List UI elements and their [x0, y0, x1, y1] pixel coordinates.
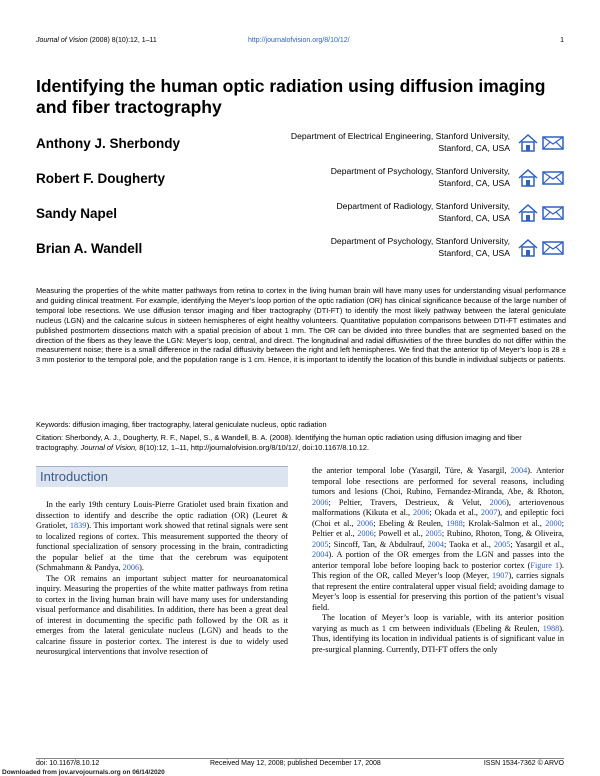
citation-link[interactable]: 2006	[356, 518, 374, 528]
body-column-right	[312, 466, 564, 655]
footer-dates: Received May 12, 2008; published December 17, 2008	[210, 760, 381, 767]
mail-icon[interactable]	[542, 241, 564, 255]
citation-link[interactable]: 2006	[312, 497, 329, 507]
footer-issn: ISSN 1534-7362 © ARVO	[483, 760, 564, 767]
citation-link[interactable]: 1988	[446, 518, 463, 528]
author-row	[36, 235, 566, 265]
page-number: 1	[560, 37, 564, 44]
home-icon[interactable]	[518, 134, 538, 152]
author-name: Sandy Napel	[36, 206, 118, 221]
citation-link[interactable]: 2006	[122, 563, 140, 572]
journal-citation: (2008) 8(10):12, 1–11	[87, 37, 157, 44]
citation-link[interactable]: 2007	[480, 508, 498, 517]
running-header	[36, 37, 157, 44]
journal-name: Journal of Vision	[36, 37, 88, 44]
citation-details: 8(10):12, 1–11, http://journalofvision.org/8/10/12/, doi:10.1167/8.10.12.	[137, 443, 370, 452]
affiliation-line: Department of Electrical Engineering, Stanford University,	[290, 131, 510, 141]
section-heading: Introduction	[40, 469, 108, 484]
body-paragraph: The OR remains an important subject matter for neuroanatomical inquiry. Measuring the properties of the white matter pathways from retina to cortex in the living human brain will have many uses for understanding visual performance and disabilities. In addition, there has been a great deal of interest in documenting the specific path followed by the OR as it emerges from the lateral geniculate nucleus (LGN) and heads to the calcarine fissure in posterior cortex. The interest is due to widely used neurosurgical interventions that involve resection of	[36, 573, 288, 656]
author-row	[36, 165, 566, 195]
citation-link[interactable]: 2006	[412, 508, 430, 517]
author-row	[36, 200, 566, 230]
affiliation-line: Department of Psychology, Stanford University,	[330, 236, 510, 246]
author-links	[518, 204, 566, 222]
author-affiliation	[190, 235, 510, 259]
citation-link[interactable]: 2006	[357, 529, 374, 538]
author-links	[518, 239, 566, 257]
affiliation-line: Stanford, CA, USA	[438, 143, 510, 153]
citation-text: Citation: Sherbondy, A. J., Dougherty, R. F., Napel, S., & Wandell, B. A. (2008). Identifying the human optic radiation using diffusion imaging and fiber tractography.	[36, 433, 522, 452]
author-name: Robert F. Dougherty	[36, 171, 166, 186]
author-links	[518, 169, 566, 187]
author-name: Brian A. Wandell	[36, 241, 143, 256]
footer-doi: doi: 10.1167/8.10.12	[36, 760, 100, 767]
author-affiliation	[190, 130, 510, 154]
author-affiliation	[190, 200, 510, 224]
citation	[36, 433, 566, 453]
affiliation-line: Stanford, CA, USA	[438, 248, 510, 258]
home-icon[interactable]	[518, 239, 538, 257]
download-watermark: Downloaded from jov.arvojournals.org on 06/14/2020	[2, 769, 165, 776]
body-paragraph: In the early 19th century Louis-Pierre Gratiolet used brain fixation and dissection to identify and describe the optic radiation (OR) (Leuret & Gratiolet, 1839). This important work showed that retinal signals were sent to localized regions of cortex. This measurement supported the theory of functional specialization of sensory processing in the brain, contradicting the popular belief at the time that the cerebrum was equipotent (Schmahmann & Pandya, 2006).	[36, 500, 288, 572]
citation-link[interactable]: 1988	[542, 623, 560, 633]
body-column-left	[36, 500, 288, 658]
citation-link[interactable]: 2005	[425, 529, 442, 538]
citation-link[interactable]: 2004	[510, 466, 528, 475]
section-heading-box	[36, 466, 288, 487]
citation-link[interactable]: 2004	[427, 539, 445, 549]
author-name: Anthony J. Sherbondy	[36, 136, 181, 151]
author-affiliation	[190, 165, 510, 189]
body-paragraph: The location of Meyer’s loop is variable, with its anterior position varying as much as 1 cm between individuals (Ebeling & Reulen, 1988). Thus, identifying its location in individual patients is of significant value in pre-surgical planning. Currently, DTI-FT offers the only	[312, 613, 564, 654]
abstract: Measuring the properties of the white matter pathways from retina to cortex in the living human brain will have many uses for understanding visual performance and guiding clinical treatment. For example, identifying the Meyer’s loop portion of the optic radiation (OR) has clinical significance because of the large number of temporal lobe resections. We use diffusion tensor imaging and fiber tractography (DTI-FT) to identify the most likely pathway between the lateral geniculate nucleus (LGN) and the calcarine sulcus in sixteen hemispheres of eight healthy volunteers. Quantitative population comparisons between DTI-FT estimates and published postmortem dissections match with a spatial precision of about 1 mm. The OR can be divided into three bundles that are segmented based on the direction of the fibers as they leave the LGN: Meyer’s loop, central, and direct. The longitudinal and radial diffusivities of the three bundles do not differ within the measurement noise; there is a small difference in the radial diffusivity between the right and left hemispheres. We find that the anterior tip of Meyer’s loop is 28 ± 3 mm posterior to the temporal pole, and the population range is 1 cm. Hence, it is important to identify the location of this bundle in individual subjects or patients.	[36, 286, 566, 365]
mail-icon[interactable]	[542, 136, 564, 150]
citation-link[interactable]: 2004	[312, 550, 329, 559]
citation-link[interactable]: 2005	[312, 539, 329, 549]
author-links	[518, 134, 566, 152]
affiliation-line: Department of Psychology, Stanford University,	[330, 166, 510, 176]
citation-link[interactable]: 1839	[69, 521, 87, 530]
home-icon[interactable]	[518, 204, 538, 222]
citation-journal: Journal of Vision,	[80, 443, 138, 452]
mail-icon[interactable]	[542, 206, 564, 220]
citation-link[interactable]: 2005	[493, 539, 511, 549]
affiliation-line: Stanford, CA, USA	[438, 213, 510, 223]
home-icon[interactable]	[518, 169, 538, 187]
affiliation-line: Stanford, CA, USA	[438, 178, 510, 188]
citation-link[interactable]: 1907	[491, 571, 509, 580]
affiliation-line: Department of Radiology, Stanford University,	[336, 201, 510, 211]
author-row	[36, 130, 566, 160]
footer-divider	[36, 758, 564, 759]
keywords: Keywords: diffusion imaging, fiber tractography, lateral geniculate nucleus, optic radiation	[36, 420, 327, 429]
citation-link[interactable]: 2000	[545, 518, 562, 528]
body-paragraph: the anterior temporal lobe (Yasargil, Türe, & Yasargil, 2004). Anterior temporal lobe resections are performed for several reasons, including tumors and lesions (Choi, Rubino, Fernandez-Miranda, Abe, & Rhoton, 2006; Peltier, Travers, Destrieux, & Velut, 2006), arteriovenous malformations (Kikuta et al., 2006; Okada et al., 2007), and epileptic foci (Choi et al., 2006; Ebeling & Reulen, 1988; Krolak-Salmon et al., 2000; Peltier et al., 2006; Powell et al., 2005; Rubino, Rhoton, Tong, & Oliveira, 2005; Sincoff, Tan, & Abdulrauf, 2004; Taoka et al., 2005; Yasargil et al., 2004). A portion of the OR emerges from the LGN and passes into the anterior temporal lobe before looping back to posterior cortex (Figure 1). This region of the OR, called Meyer’s loop (Meyer, 1907), carries signals that represent the entire contralateral upper visual field; avoiding damage to Meyer’s loop is essential for preserving this portion of the patient’s visual field.	[312, 466, 565, 612]
mail-icon[interactable]	[542, 171, 564, 185]
article-title: Identifying the human optic radiation using diffusion imaging and fiber tractography	[36, 76, 546, 117]
article-url[interactable]: http://journalofvision.org/8/10/12/	[248, 37, 350, 44]
figure-link[interactable]: Figure 1	[530, 560, 560, 570]
citation-link[interactable]: 2006	[489, 497, 507, 507]
